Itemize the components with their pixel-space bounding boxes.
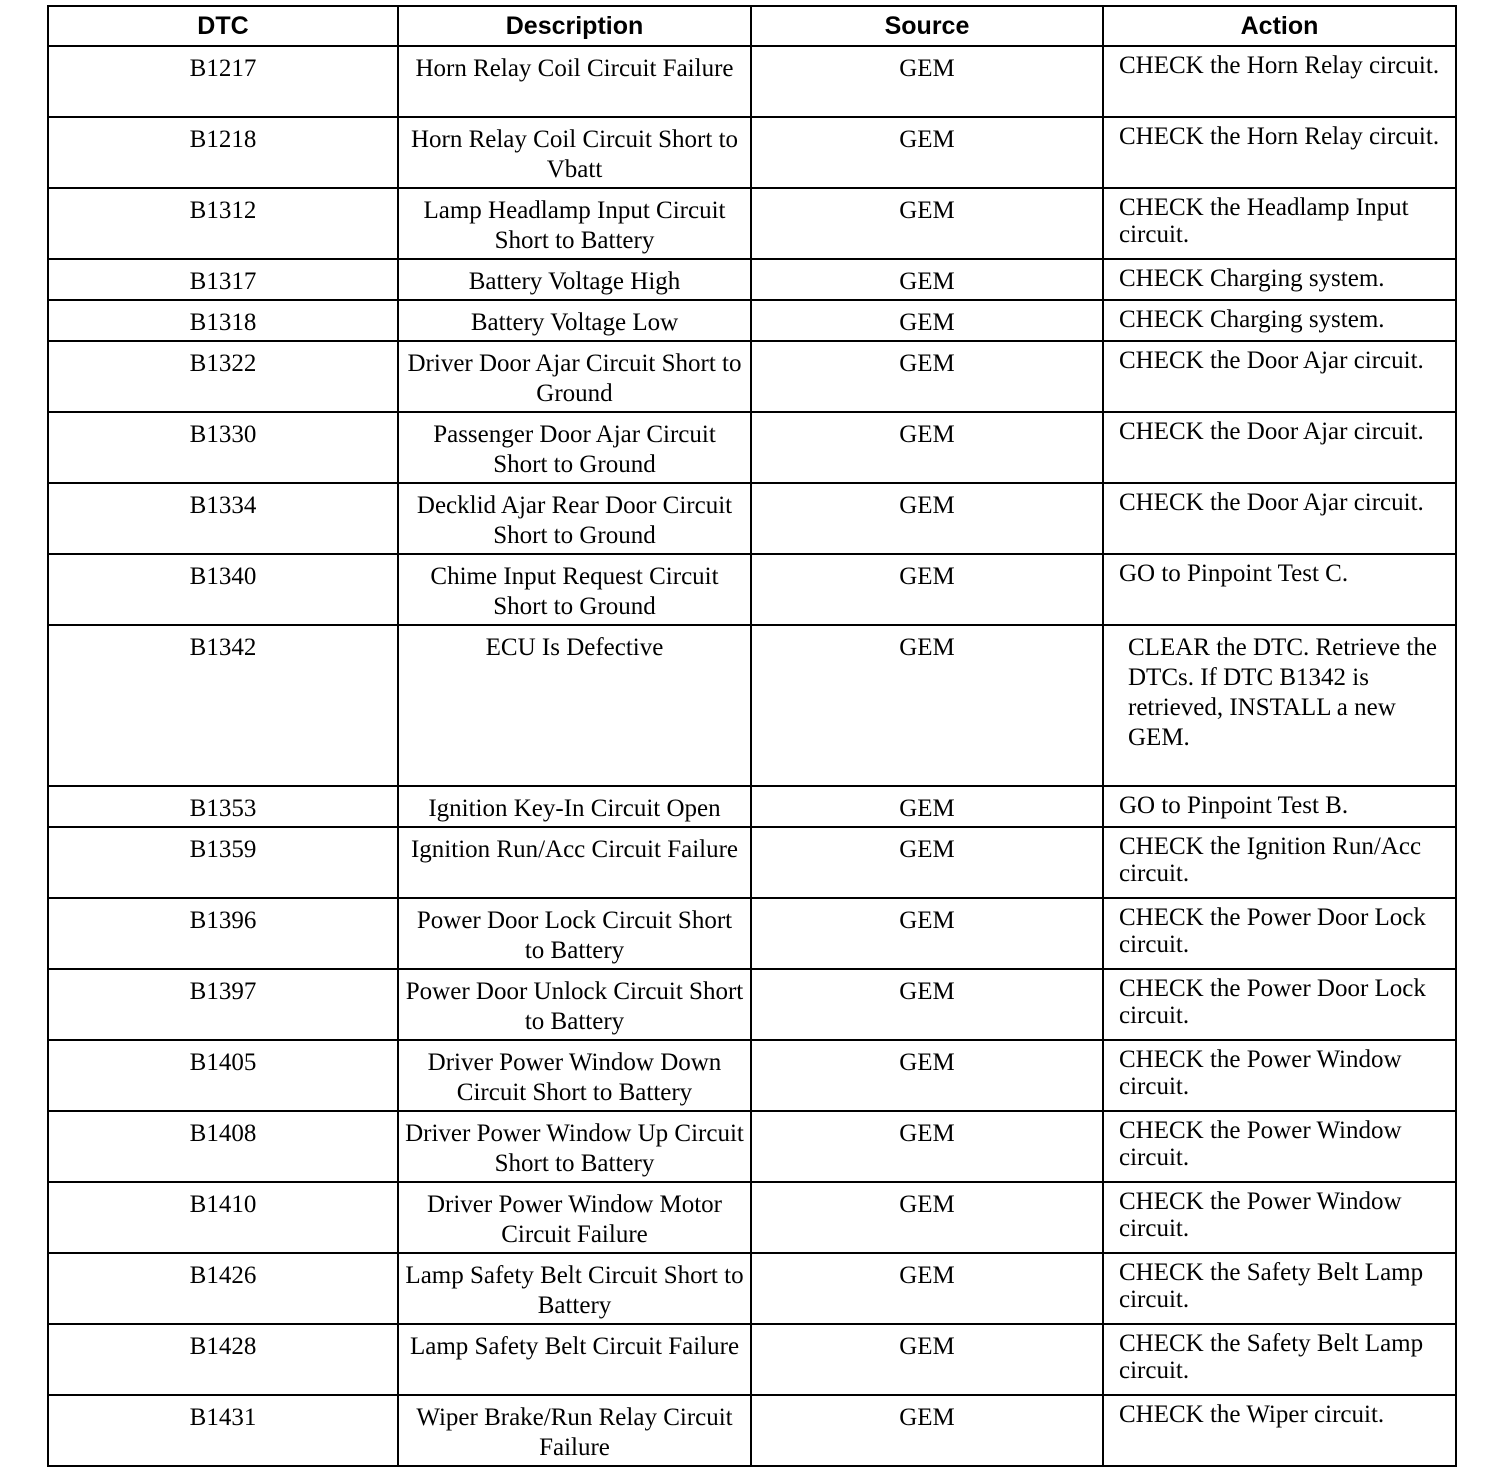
source-cell: GEM xyxy=(751,827,1103,898)
table-row xyxy=(48,554,1456,625)
table-row xyxy=(48,188,1456,259)
description-cell: Power Door Unlock Circuit Short to Battery xyxy=(398,969,751,1040)
source-cell: GEM xyxy=(751,1182,1103,1253)
table-row xyxy=(48,1040,1456,1111)
description-cell: Driver Power Window Up Circuit Short to Battery xyxy=(398,1111,751,1182)
source-cell: GEM xyxy=(751,300,1103,341)
description-cell: Decklid Ajar Rear Door Circuit Short to Ground xyxy=(398,483,751,554)
dtc-cell: B1359 xyxy=(48,827,398,898)
action-cell: CHECK the Power Door Lock circuit. xyxy=(1103,898,1456,969)
source-cell: GEM xyxy=(751,117,1103,188)
source-cell: GEM xyxy=(751,1253,1103,1324)
dtc-cell: B1426 xyxy=(48,1253,398,1324)
table-row xyxy=(48,259,1456,300)
header-row xyxy=(48,6,1456,46)
action-cell: CHECK the Wiper circuit. xyxy=(1103,1395,1456,1466)
dtc-cell: B1342 xyxy=(48,625,398,786)
table-row xyxy=(48,1111,1456,1182)
table-row xyxy=(48,300,1456,341)
table-row xyxy=(48,786,1456,827)
action-cell: CHECK the Power Door Lock circuit. xyxy=(1103,969,1456,1040)
header-description: Description xyxy=(398,6,751,46)
dtc-cell: B1318 xyxy=(48,300,398,341)
dtc-cell: B1428 xyxy=(48,1324,398,1395)
dtc-cell: B1217 xyxy=(48,46,398,117)
table-row xyxy=(48,625,1456,786)
description-cell: Driver Power Window Motor Circuit Failure xyxy=(398,1182,751,1253)
action-cell: CHECK the Power Window circuit. xyxy=(1103,1111,1456,1182)
source-cell: GEM xyxy=(751,1395,1103,1466)
source-cell: GEM xyxy=(751,969,1103,1040)
description-cell: Driver Door Ajar Circuit Short to Ground xyxy=(398,341,751,412)
dtc-cell: B1405 xyxy=(48,1040,398,1111)
table-row xyxy=(48,46,1456,117)
dtc-cell: B1397 xyxy=(48,969,398,1040)
source-cell: GEM xyxy=(751,625,1103,786)
action-cell: GO to Pinpoint Test B. xyxy=(1103,786,1456,827)
dtc-cell: B1340 xyxy=(48,554,398,625)
table-row xyxy=(48,341,1456,412)
source-cell: GEM xyxy=(751,46,1103,117)
description-cell: Horn Relay Coil Circuit Short to Vbatt xyxy=(398,117,751,188)
action-cell: CHECK the Safety Belt Lamp circuit. xyxy=(1103,1324,1456,1395)
table-row xyxy=(48,483,1456,554)
description-cell: Ignition Key-In Circuit Open xyxy=(398,786,751,827)
source-cell: GEM xyxy=(751,1324,1103,1395)
action-cell: CHECK the Safety Belt Lamp circuit. xyxy=(1103,1253,1456,1324)
source-cell: GEM xyxy=(751,554,1103,625)
table-row xyxy=(48,827,1456,898)
source-cell: GEM xyxy=(751,412,1103,483)
action-cell: CHECK the Power Window circuit. xyxy=(1103,1182,1456,1253)
table-row xyxy=(48,1253,1456,1324)
dtc-cell: B1396 xyxy=(48,898,398,969)
description-cell: Ignition Run/Acc Circuit Failure xyxy=(398,827,751,898)
table-row xyxy=(48,969,1456,1040)
action-cell: CHECK the Horn Relay circuit. xyxy=(1103,46,1456,117)
action-cell: CHECK the Door Ajar circuit. xyxy=(1103,412,1456,483)
action-cell: CHECK the Door Ajar circuit. xyxy=(1103,483,1456,554)
description-cell: Lamp Safety Belt Circuit Short to Battery xyxy=(398,1253,751,1324)
dtc-cell: B1312 xyxy=(48,188,398,259)
description-cell: Driver Power Window Down Circuit Short to Battery xyxy=(398,1040,751,1111)
header-source: Source xyxy=(751,6,1103,46)
dtc-cell: B1353 xyxy=(48,786,398,827)
table-row xyxy=(48,898,1456,969)
action-cell: CHECK the Door Ajar circuit. xyxy=(1103,341,1456,412)
header-action: Action xyxy=(1103,6,1456,46)
table-row xyxy=(48,1395,1456,1466)
description-cell: Battery Voltage High xyxy=(398,259,751,300)
action-cell: CHECK the Headlamp Input circuit. xyxy=(1103,188,1456,259)
table-row xyxy=(48,1182,1456,1253)
action-cell: CLEAR the DTC. Retrieve the DTCs. If DTC B1342 is retrieved, INSTALL a new GEM. xyxy=(1103,625,1456,786)
dtc-cell: B1408 xyxy=(48,1111,398,1182)
description-cell: Lamp Headlamp Input Circuit Short to Battery xyxy=(398,188,751,259)
dtc-cell: B1334 xyxy=(48,483,398,554)
action-cell: CHECK the Ignition Run/Acc circuit. xyxy=(1103,827,1456,898)
header-dtc: DTC xyxy=(48,6,398,46)
action-cell: CHECK the Horn Relay circuit. xyxy=(1103,117,1456,188)
source-cell: GEM xyxy=(751,786,1103,827)
description-cell: Passenger Door Ajar Circuit Short to Ground xyxy=(398,412,751,483)
dtc-cell: B1410 xyxy=(48,1182,398,1253)
source-cell: GEM xyxy=(751,898,1103,969)
source-cell: GEM xyxy=(751,341,1103,412)
dtc-cell: B1431 xyxy=(48,1395,398,1466)
description-cell: Chime Input Request Circuit Short to Ground xyxy=(398,554,751,625)
table-row xyxy=(48,117,1456,188)
description-cell: Horn Relay Coil Circuit Failure xyxy=(398,46,751,117)
dtc-cell: B1322 xyxy=(48,341,398,412)
source-cell: GEM xyxy=(751,483,1103,554)
table-row xyxy=(48,412,1456,483)
source-cell: GEM xyxy=(751,188,1103,259)
table-body xyxy=(48,46,1456,1466)
dtc-cell: B1317 xyxy=(48,259,398,300)
description-cell: Power Door Lock Circuit Short to Battery xyxy=(398,898,751,969)
action-cell: CHECK Charging system. xyxy=(1103,259,1456,300)
description-cell: Battery Voltage Low xyxy=(398,300,751,341)
description-cell: ECU Is Defective xyxy=(398,625,751,786)
description-cell: Wiper Brake/Run Relay Circuit Failure xyxy=(398,1395,751,1466)
source-cell: GEM xyxy=(751,1111,1103,1182)
action-cell: CHECK the Power Window circuit. xyxy=(1103,1040,1456,1111)
dtc-cell: B1218 xyxy=(48,117,398,188)
action-cell: CHECK Charging system. xyxy=(1103,300,1456,341)
dtc-table xyxy=(47,5,1457,1467)
table-row xyxy=(48,1324,1456,1395)
source-cell: GEM xyxy=(751,259,1103,300)
source-cell: GEM xyxy=(751,1040,1103,1111)
dtc-cell: B1330 xyxy=(48,412,398,483)
action-cell: GO to Pinpoint Test C. xyxy=(1103,554,1456,625)
description-cell: Lamp Safety Belt Circuit Failure xyxy=(398,1324,751,1395)
